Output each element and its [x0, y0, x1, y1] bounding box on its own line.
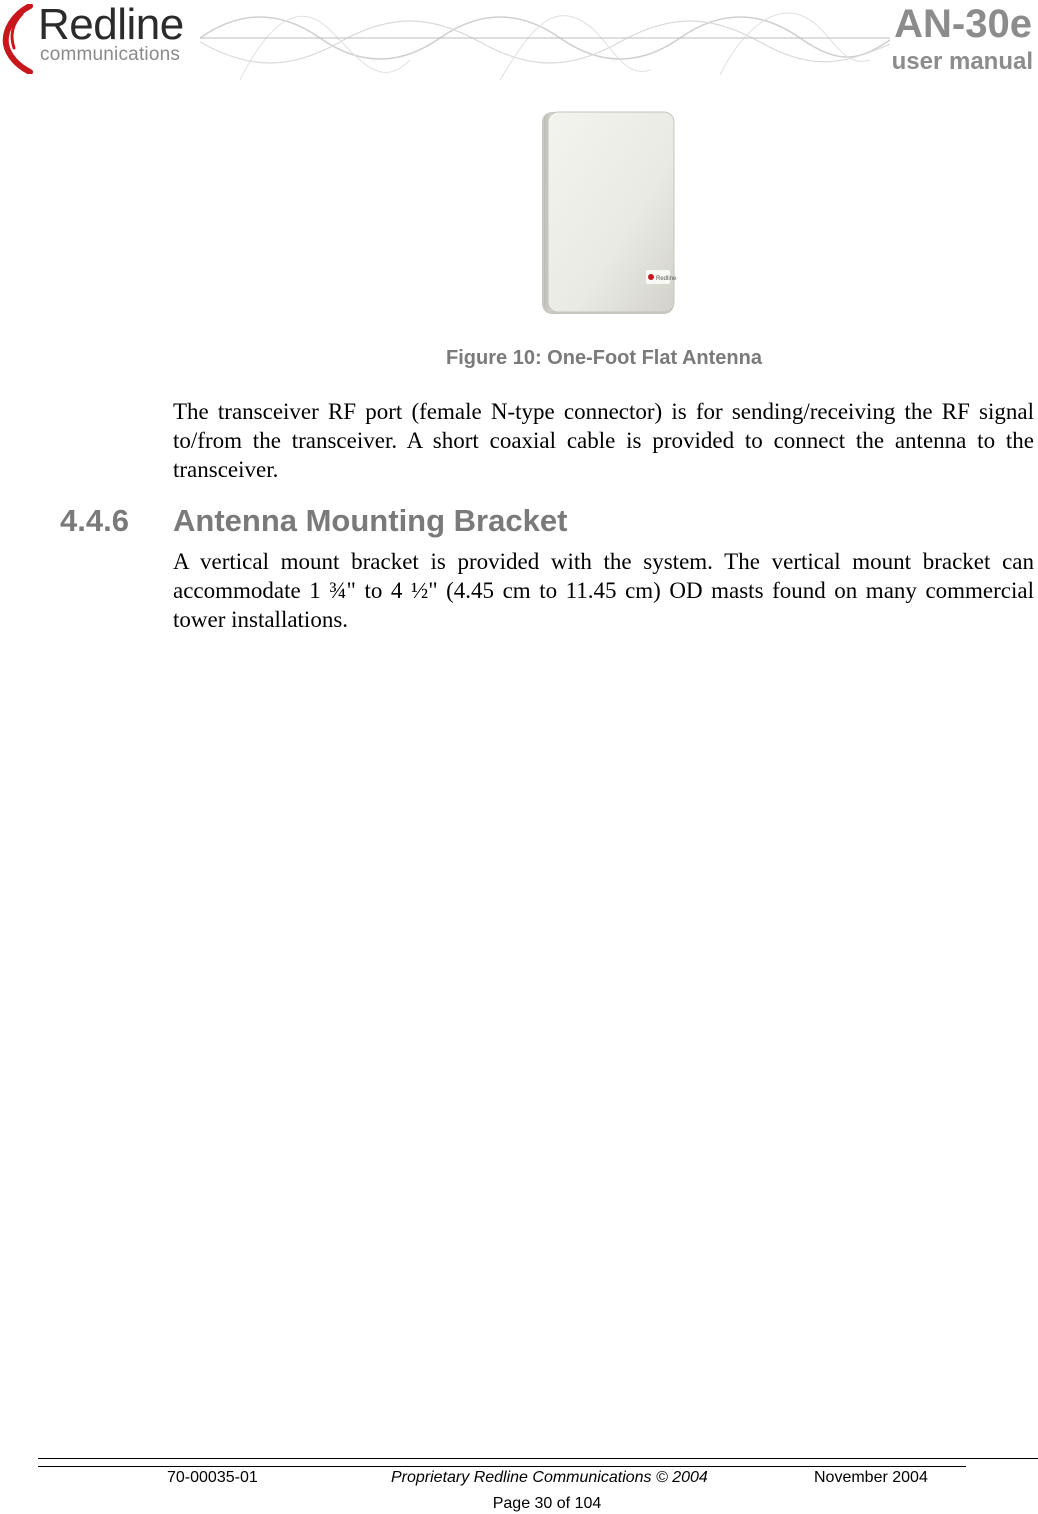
footer-divider — [38, 1458, 1038, 1459]
footer-divider-inner — [38, 1466, 966, 1467]
redline-logo-mark — [0, 4, 40, 74]
document-title: AN-30e — [894, 2, 1032, 46]
decorative-wave-graphic — [200, 0, 890, 90]
figure-caption: Figure 10: One-Foot Flat Antenna — [446, 347, 762, 369]
footer-date: November 2004 — [814, 1469, 928, 1486]
logo-wordmark: Redline — [38, 0, 184, 49]
footer-copyright: Proprietary Redline Communications © 2004 — [391, 1469, 708, 1486]
page-header — [0, 0, 1038, 90]
product-logo-label: Redline — [656, 276, 677, 282]
body-paragraph-rf-port: The transceiver RF port (female N-type connector) is for sending/receiving the RF signal to/from the transceiver. A short coaxial cable is provided to connect the antenna to the transceiver. — [173, 399, 1034, 482]
flat-antenna-image — [538, 108, 678, 318]
section-number: 4.4.6 — [60, 503, 129, 538]
footer-page-number: Page 30 of 104 — [492, 1495, 602, 1512]
body-paragraph-bracket: A vertical mount bracket is provided with the system. The vertical mount bracket can accommodate 1 ¾" to 4 ½" (4.45 cm to 11.45 cm) OD masts found on many commercial tower installations. — [173, 549, 1034, 632]
document-subtitle: user manual — [891, 48, 1033, 75]
footer-doc-number: 70-00035-01 — [167, 1469, 258, 1486]
section-title: Antenna Mounting Bracket — [173, 503, 568, 538]
logo-tagline: communications — [40, 44, 181, 65]
